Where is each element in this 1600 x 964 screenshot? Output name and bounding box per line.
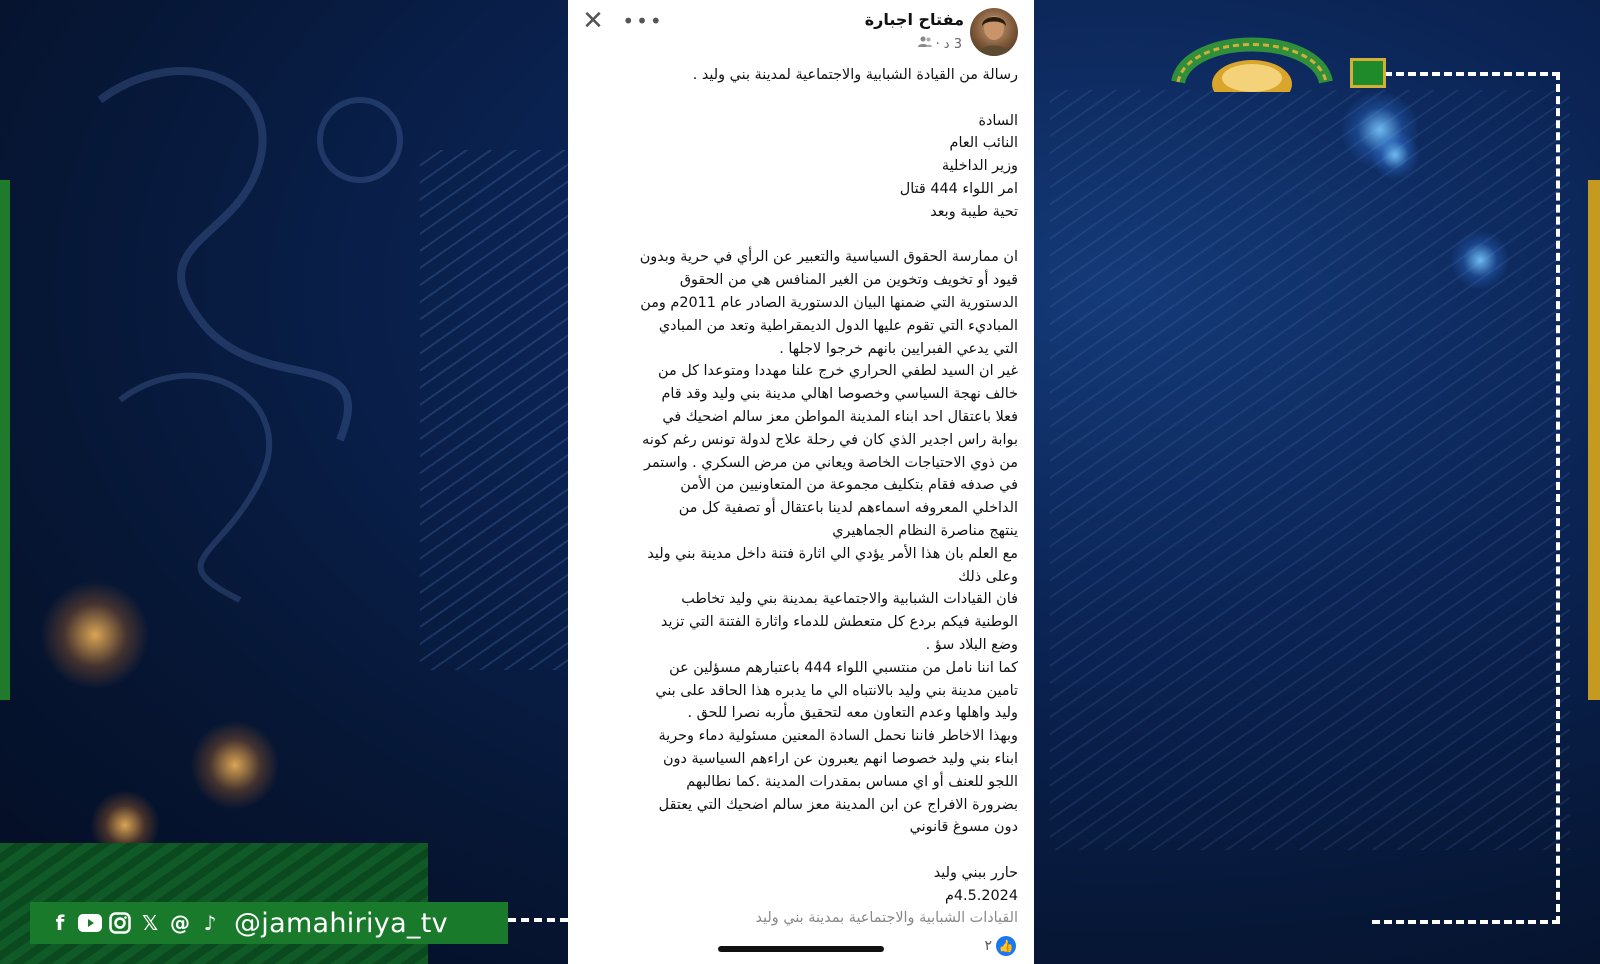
post-reactions[interactable] bbox=[984, 936, 1016, 956]
background-glow bbox=[40, 580, 150, 690]
post-text-line: القيادات الشبابية والاجتماعية بمدينة بني وليد bbox=[755, 910, 1018, 927]
more-options-icon[interactable]: ••• bbox=[622, 9, 664, 33]
post-text-line: فان القيادات الشبابية والاجتماعية بمدينة بني وليد تخاطب bbox=[681, 591, 1018, 608]
post-text-line: من ذوي الاحتياجات الخاصة ويعاني من مرض السكري . واستمر bbox=[644, 454, 1018, 471]
channel-logo-emblem bbox=[1168, 12, 1336, 92]
post-text-line: تامين مدينة بني وليد بالانتباه الي ما يدبره هذا الحاقد على بني bbox=[655, 682, 1018, 699]
post-author-name[interactable]: مفتاح اجبارة bbox=[864, 10, 964, 29]
post-text-line: خالف نهجة السياسي وخصوصا اهالي مدينة بني وليد وقد قام bbox=[661, 386, 1018, 403]
post-text-line: الداخلي المعروفه اسماءهم لدينا باعتقال أو تصفية كل من bbox=[678, 500, 1018, 517]
post-text-line: امر اللواء 444 قتال bbox=[899, 180, 1018, 197]
post-text bbox=[586, 64, 1018, 930]
like-reaction-icon: 👍 bbox=[996, 936, 1016, 956]
post-text-line: في صدفه فقام بتكليف مجموعة من المتعاونيين من الأمن bbox=[680, 477, 1018, 494]
post-text-line: كما اننا نامل من منتسبي اللواء 444 باعتبارهم مسؤلين عن bbox=[669, 659, 1018, 676]
facebook-icon: f bbox=[55, 911, 65, 935]
background-glow bbox=[190, 720, 280, 810]
separator-dot: · bbox=[935, 36, 940, 52]
post-text-line: ينتهج مناصرة النظام الجماهيري bbox=[832, 522, 1018, 539]
post-header bbox=[568, 0, 1034, 62]
post-meta bbox=[918, 36, 962, 52]
post-text-line: تحية طيبة وبعد bbox=[930, 203, 1018, 220]
post-text-line: حارر ببني وليد bbox=[933, 864, 1018, 881]
post-text-line: وعلى ذلك bbox=[958, 568, 1018, 585]
post-text-line: قيود أو تخويف وتخوين من الغير المنافس هي من الحقوق bbox=[679, 272, 1018, 289]
tiktok-icon: ♪ bbox=[203, 911, 217, 935]
home-indicator bbox=[718, 946, 884, 952]
background-stripes-left bbox=[420, 150, 580, 670]
logo-green-square bbox=[1350, 58, 1386, 88]
post-screenshot bbox=[568, 0, 1034, 964]
post-text-line: الدستورية التي ضمنها البيان الدستورية الصادر عام 2011م ومن bbox=[640, 294, 1018, 311]
post-text-line: المباديء التي تقوم عليها الدول الديمقراطية وتعد من المبادي bbox=[658, 317, 1018, 334]
post-text-line: الوطنية فيكم بردع كل متعطش للدماء واثارة الفتنة التي تزيد bbox=[660, 614, 1018, 631]
post-text-line: 4.5.2024م bbox=[944, 887, 1018, 904]
post-text-line: فعلا باعتقال احد ابناء المدينة المواطن معز سالم اضحيك في bbox=[662, 408, 1018, 425]
post-text-line: التي يدعي الفبرايين بانهم خرجوا لاجلها . bbox=[779, 340, 1018, 357]
reaction-count: ٢ bbox=[984, 938, 992, 954]
instagram-icon bbox=[108, 910, 132, 936]
left-accent-bar bbox=[0, 180, 10, 700]
x-icon: 𝕏 bbox=[141, 911, 159, 935]
post-text-line: وضع البلاد سؤ . bbox=[925, 636, 1018, 653]
youtube-icon bbox=[78, 910, 102, 936]
dashed-frame bbox=[1372, 72, 1560, 924]
post-time: 3 د bbox=[943, 36, 962, 52]
post-text-line bbox=[586, 839, 1018, 862]
author-avatar[interactable] bbox=[970, 8, 1018, 56]
post-text-line: النائب العام bbox=[949, 135, 1018, 152]
arabic-calligraphy-ornament bbox=[60, 20, 480, 620]
post-text-line: مع العلم بان هذا الأمر يؤدي الي اثارة فتنة داخل مدينة بني وليد bbox=[647, 545, 1018, 562]
post-text-line: وبهذا الاخاطر فاننا نحمل السادة المعنين مسئولية دماء وحرية bbox=[658, 728, 1018, 745]
post-text-line: ان ممارسة الحقوق السياسية والتعبير عن الرأي في حرية وبدون bbox=[639, 249, 1018, 266]
post-text-line: السادة bbox=[978, 112, 1018, 129]
post-text-line: رسالة من القيادة الشبابية والاجتماعية لمدينة بني وليد . bbox=[692, 67, 1018, 83]
friends-audience-icon bbox=[918, 36, 932, 52]
post-text-line: بضرورة الافراج عن ابن المدينة معز سالم اضحيك التي يعتقل bbox=[658, 796, 1018, 813]
post-text-line bbox=[586, 224, 1018, 247]
social-handle: @jamahiriya_tv bbox=[234, 907, 448, 939]
post-text-line bbox=[586, 87, 1018, 110]
social-media-bar bbox=[30, 902, 508, 944]
dashed-frame-segment bbox=[508, 918, 568, 922]
post-text-line: بوابة راس اجدير الذي كان في رحلة علاج لدولة تونس رغم كونه bbox=[642, 431, 1018, 448]
threads-icon: @ bbox=[170, 911, 190, 935]
post-text-line: غير ان السيد لطفي الحراري خرج علنا مهددا ومتوعدا كل من bbox=[657, 363, 1018, 380]
post-text-line: دون مسوغ قانوني bbox=[909, 819, 1018, 836]
post-text-line: وزير الداخلية bbox=[941, 158, 1018, 175]
post-text-line: ابناء بني وليد خصوصا انهم يعبرون عن اراءهم السياسية دون bbox=[662, 750, 1018, 767]
right-accent-bar bbox=[1588, 180, 1600, 700]
post-text-line: اللجو للعنف أو اي مساس بمقدرات المدينة .كما نطالبهم bbox=[686, 773, 1018, 790]
close-icon[interactable]: ✕ bbox=[582, 6, 604, 36]
post-text-line: وليد واهلها وعدم التعاون معه لتحقيق مأربه نصرا للحق . bbox=[687, 705, 1018, 722]
